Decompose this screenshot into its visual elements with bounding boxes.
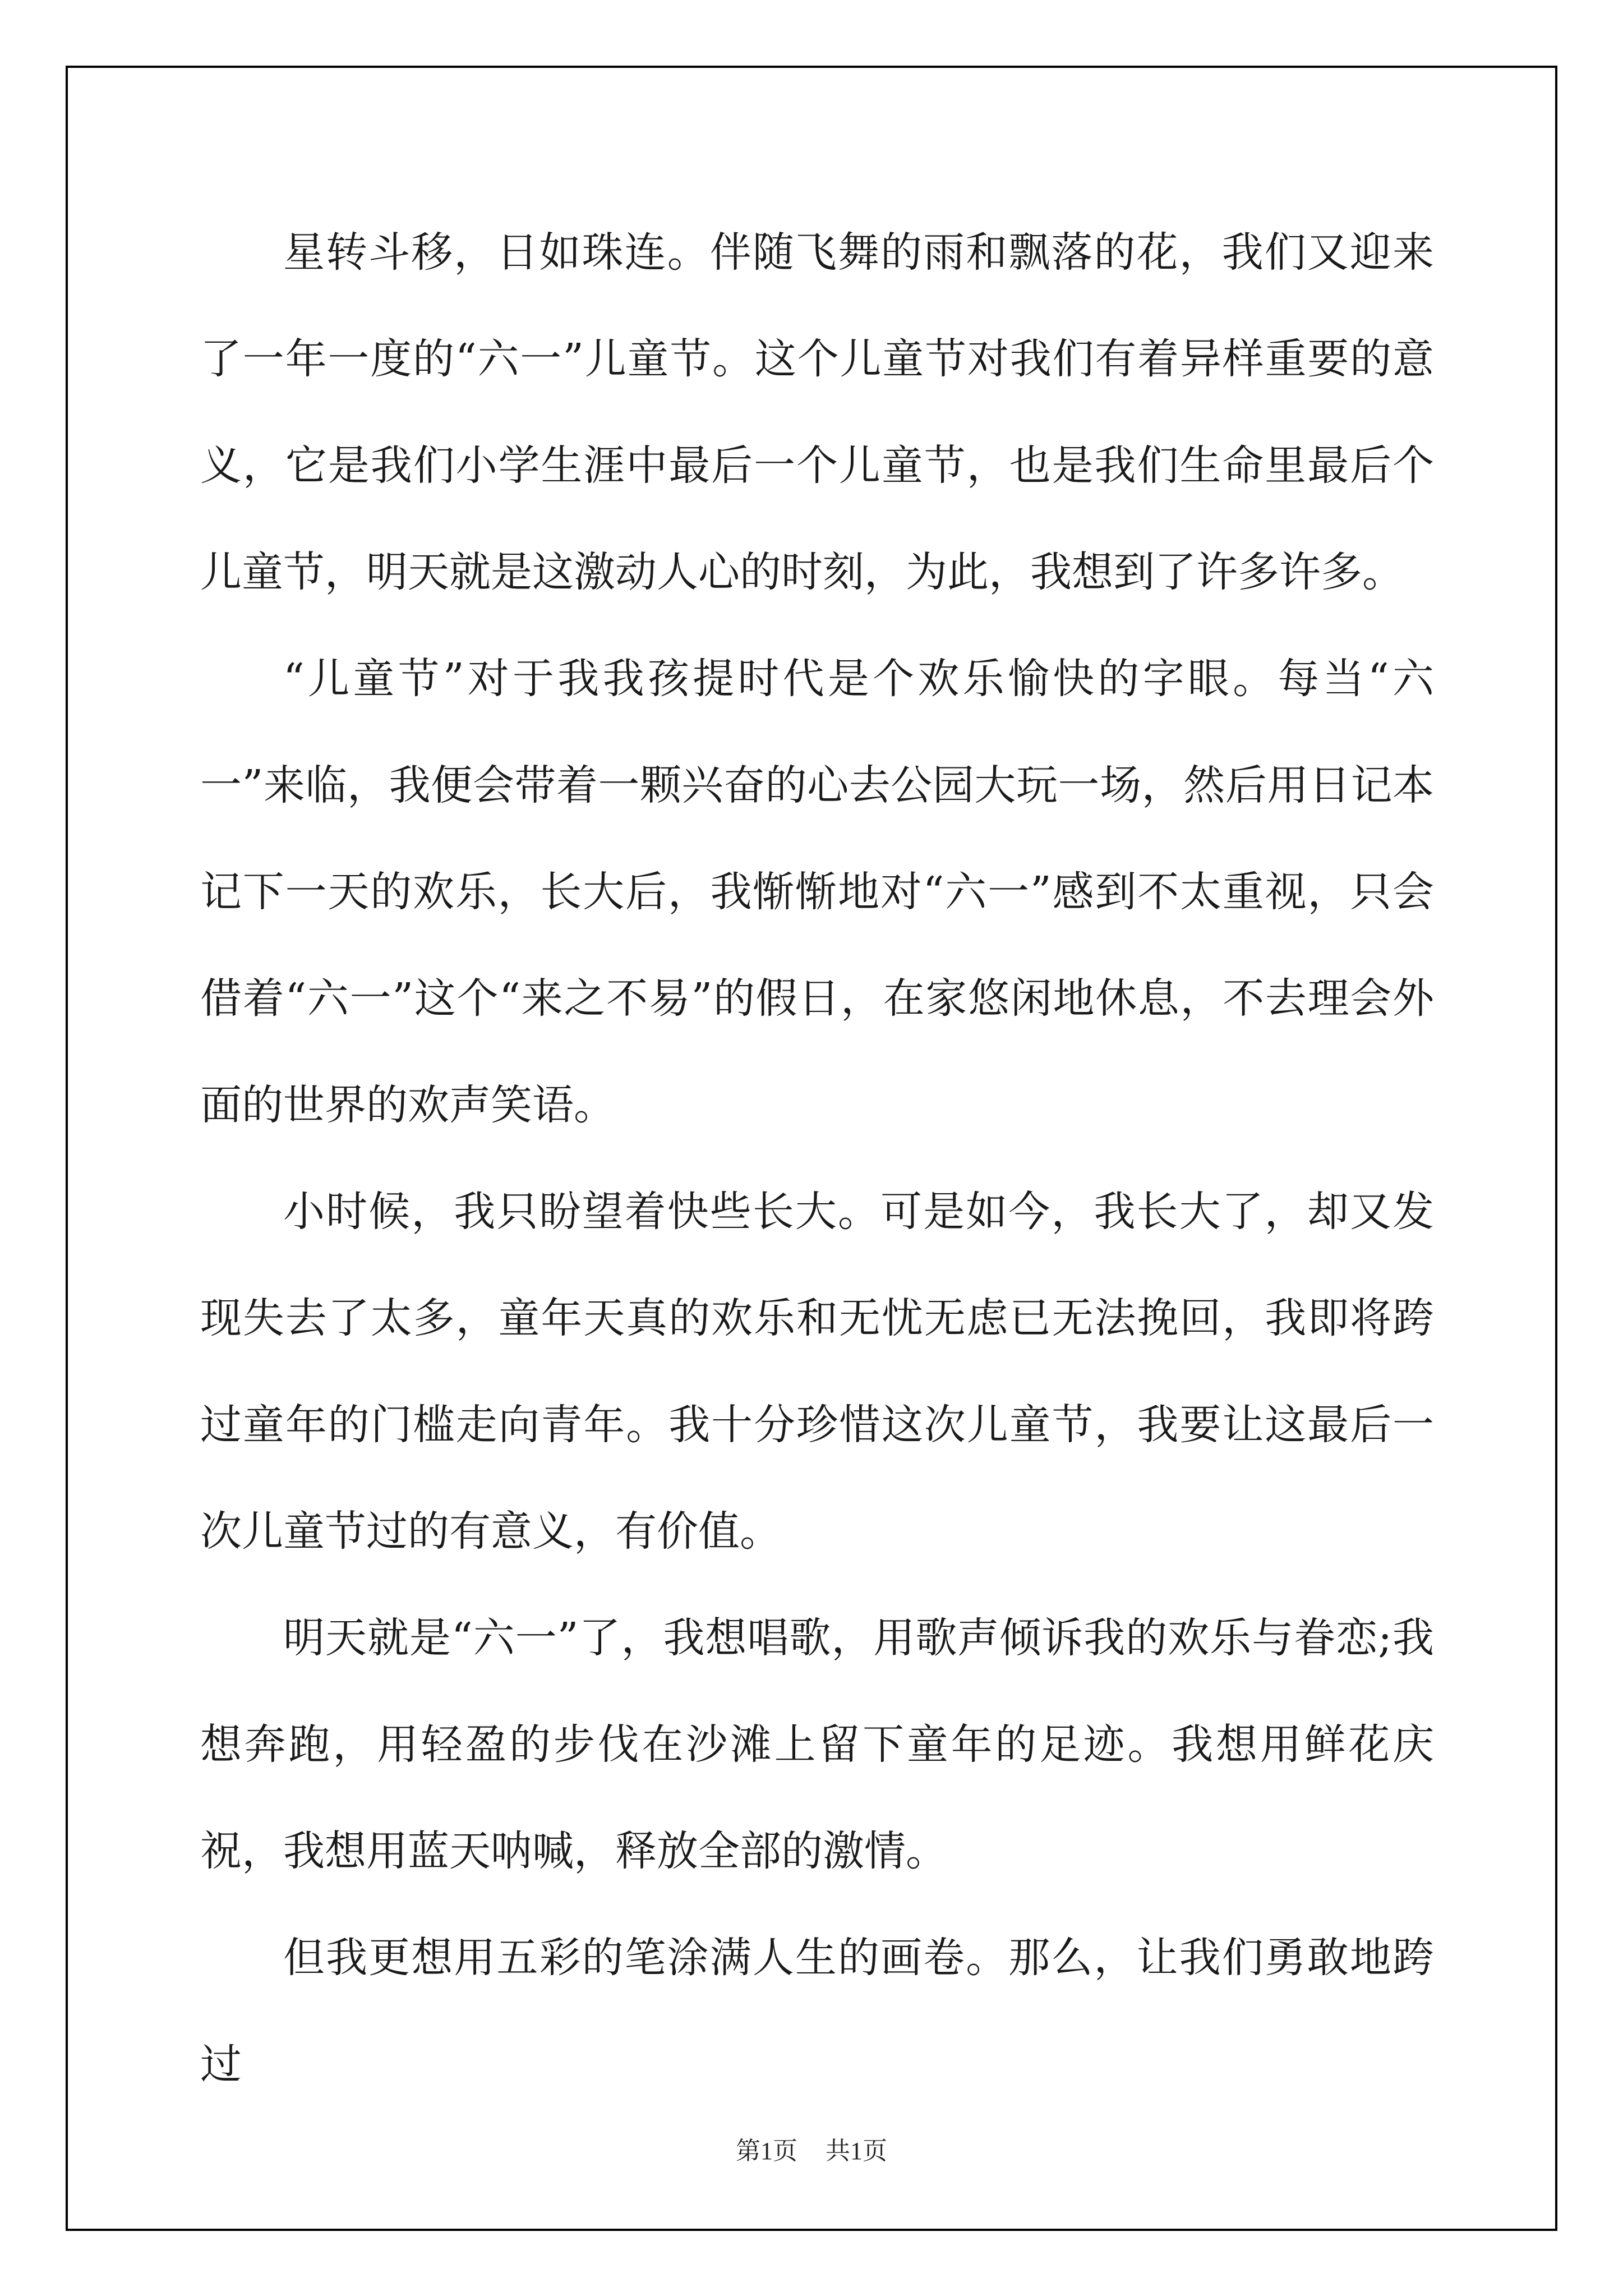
paragraph-3: 小时候，我只盼望着快些长大。可是如今，我长大了，却又发现失去了太多，童年天真的欢乐和无忧无虑已无法挽回，我即将跨过童年的门槛走向青年。我十分珍惜这次儿童节，我要让这最后一次儿童节过的有意义，有价值。 [200, 1188, 1434, 1556]
page-footer [0, 2134, 1623, 2168]
paragraph-2: “儿童节”对于我我孩提时代是个欢乐愉快的字眼。每当“六一”来临，我便会带着一颗兴奋的心去公园大玩一场，然后用日记本记下一天的欢乐，长大后，我惭惭地对“六一”感到不太重视，只会借着“六一”这个“来之不易”的假日，在家悠闲地休息，不去理会外面的世界的欢声笑语。 [200, 655, 1434, 1129]
document-body [200, 199, 1434, 2118]
page-number-current: 第1页 [736, 2137, 797, 2165]
paragraph-4: 明天就是“六一”了，我想唱歌，用歌声倾诉我的欢乐与眷恋;我想奔跑，用轻盈的步伐在沙滩上留下童年的足迹。我想用鲜花庆祝，我想用蓝天呐喊，释放全部的激情。 [200, 1614, 1434, 1875]
paragraph-5: 但我更想用五彩的笔涂满人生的画卷。那么，让我们勇敢地跨过 [200, 1934, 1434, 2088]
paragraph-1: 星转斗移，日如珠连。伴随飞舞的雨和飘落的花，我们又迎来了一年一度的“六一”儿童节。这个儿童节对我们有着异样重要的意义，它是我们小学生涯中最后一个儿童节，也是我们生命里最后个儿童节，明天就是这激动人心的时刻，为此，我想到了许多许多。 [200, 228, 1434, 596]
page-number-total: 共1页 [826, 2137, 887, 2165]
